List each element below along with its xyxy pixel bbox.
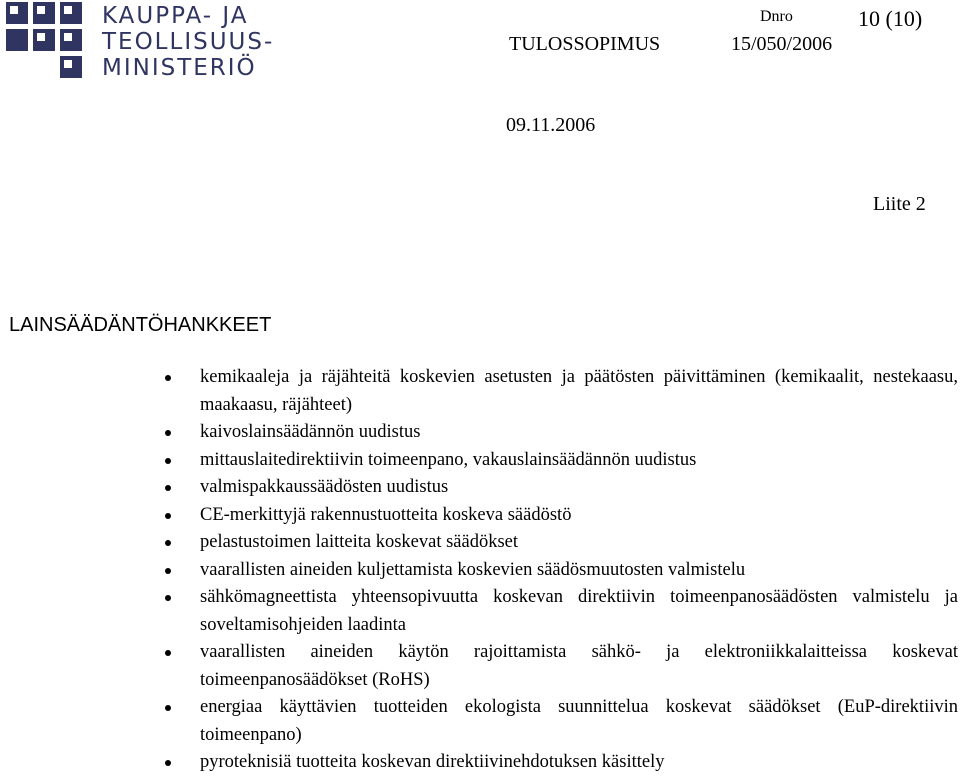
legislation-project-list bbox=[0, 364, 960, 777]
list-item-text: kaivoslainsäädännön uudistus bbox=[200, 422, 421, 442]
list-item bbox=[0, 749, 958, 777]
list-item bbox=[0, 419, 958, 447]
section-heading: LAINSÄÄDÄNTÖHANKKEET bbox=[9, 314, 272, 336]
dnro-label: Dnro bbox=[760, 8, 793, 25]
logo-wordmark bbox=[102, 3, 274, 81]
list-item bbox=[0, 639, 958, 694]
list-item-text: pelastustoimen laitteita koskevat säädökset bbox=[200, 532, 519, 552]
list-item-text: CE-merkittyjä rakennustuotteita koskeva säädöstö bbox=[200, 504, 572, 525]
ministry-logo bbox=[6, 2, 275, 82]
list-item-text: kemikaaleja ja räjähteitä koskevien asetusten ja päätösten päivittäminen (kemikaalit, nestekaasu, maakaasu, räjähteet) bbox=[200, 367, 958, 415]
list-item bbox=[0, 474, 958, 502]
bullet-icon bbox=[165, 375, 171, 381]
bullet-icon bbox=[165, 568, 171, 574]
list-item-text: energiaa käyttävien tuotteiden ekologista suunnittelua koskevat säädökset (EuP-direktiivin toimeenpano) bbox=[200, 697, 958, 745]
list-item bbox=[0, 529, 958, 557]
bullet-icon bbox=[165, 485, 171, 491]
bullet-icon bbox=[165, 760, 171, 766]
bullet-icon bbox=[165, 595, 171, 601]
list-item bbox=[0, 502, 958, 530]
list-item-text: sähkömagneettista yhteensopivuutta koskevan direktiivin toimeenpanosäädösten valmistelu ja soveltamisohjeiden laadinta bbox=[200, 587, 958, 635]
bullet-icon bbox=[165, 705, 171, 711]
list-item bbox=[0, 694, 958, 749]
page-number: 10 (10) bbox=[858, 6, 923, 31]
list-item-text: vaarallisten aineiden kuljettamista koskevien säädösmuutosten valmistelu bbox=[200, 559, 746, 580]
list-item bbox=[0, 447, 958, 475]
list-item-text: valmispakkaussäädösten uudistus bbox=[200, 477, 449, 497]
bullet-icon bbox=[165, 650, 171, 656]
document-date: 09.11.2006 bbox=[506, 114, 596, 136]
logo-line: TEOLLISUUS- bbox=[102, 29, 275, 55]
ministry-emblem-icon bbox=[6, 2, 86, 82]
list-item-text: pyroteknisiä tuotteita koskevan direktiivinehdotuksen käsittely bbox=[200, 752, 665, 772]
list-item bbox=[0, 584, 958, 639]
logo-line: KAUPPA- JA bbox=[102, 3, 249, 29]
list-item-text: mittauslaitedirektiivin toimeenpano, vakauslainsäädännön uudistus bbox=[200, 449, 697, 470]
appendix-label: Liite 2 bbox=[873, 193, 926, 215]
document-number: 15/050/2006 bbox=[731, 33, 833, 55]
logo-line: MINISTERIÖ bbox=[102, 55, 257, 81]
bullet-icon bbox=[165, 458, 171, 464]
bullet-icon bbox=[165, 430, 171, 436]
list-item bbox=[0, 557, 958, 585]
bullet-icon bbox=[165, 540, 171, 546]
document-type: TULOSSOPIMUS bbox=[509, 33, 661, 55]
list-item bbox=[0, 364, 958, 419]
list-item-text: vaarallisten aineiden käytön rajoittamista sähkö- ja elektroniikkalaitteissa koskevat toimeenpanosäädökset (RoHS) bbox=[200, 642, 958, 690]
bullet-icon bbox=[165, 513, 171, 519]
